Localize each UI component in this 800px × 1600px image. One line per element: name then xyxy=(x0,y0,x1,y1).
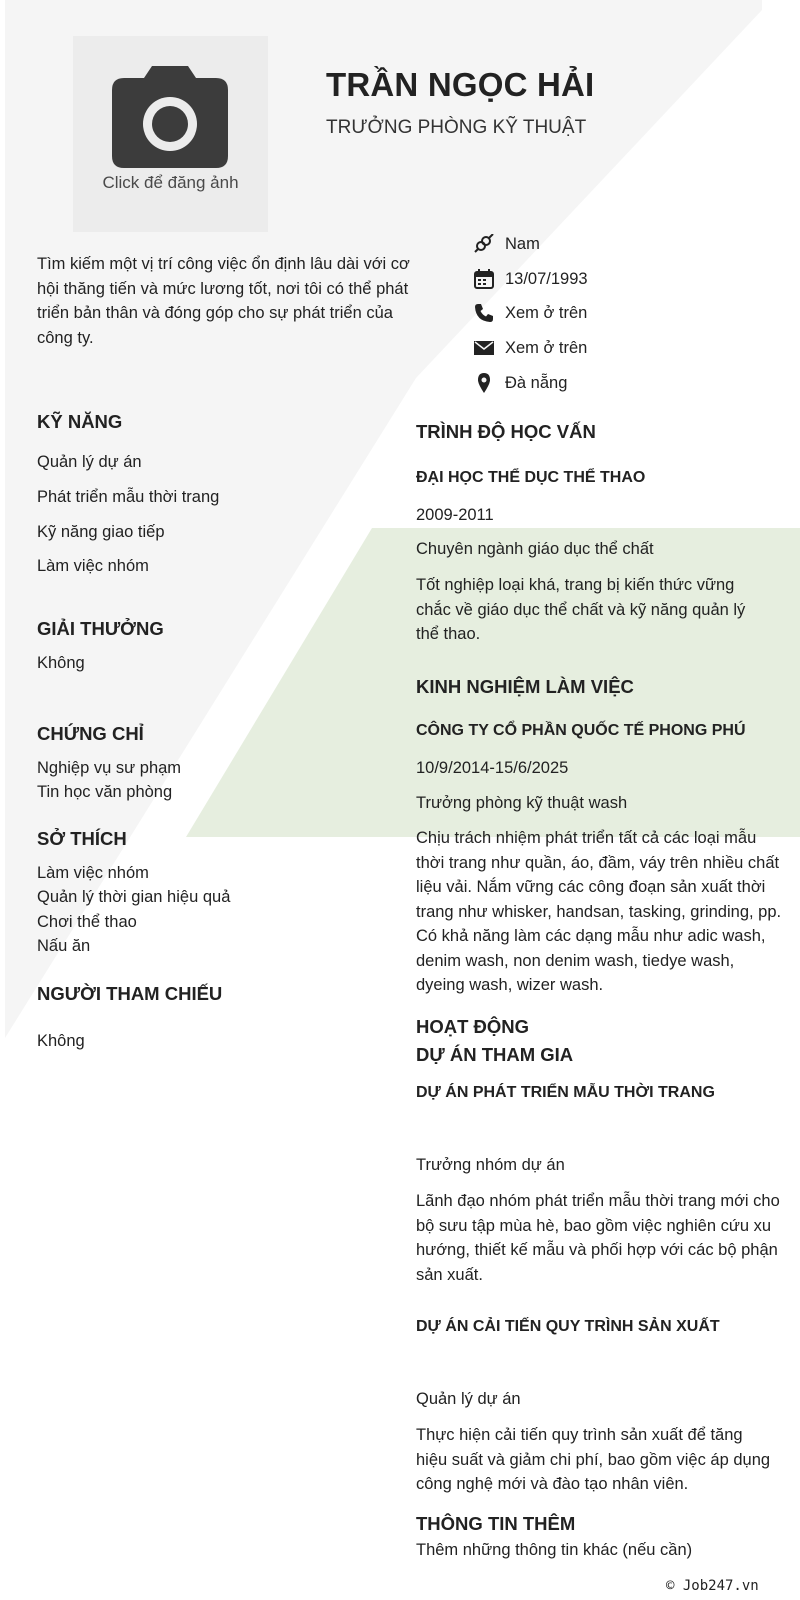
project-description: Lãnh đạo nhóm phát triển mẫu thời trang mới cho bộ sưu tập mùa hè, bao gồm việc nghiên cứu xu hướng, thiết kế mẫu và phối hợp với các bộ phận sản xuất. xyxy=(416,1192,780,1284)
references-text: Không xyxy=(37,1032,85,1050)
skill-item: Quản lý dự án xyxy=(37,453,142,471)
certificates-heading: CHỨNG CHỈ xyxy=(37,723,144,744)
education-period: 2009-2011 xyxy=(416,506,494,524)
phone-value: Xem ở trên xyxy=(505,303,588,322)
certificate-item: Tin học văn phòng xyxy=(37,783,173,801)
skills-heading: KỸ NĂNG xyxy=(37,411,123,432)
watermark: © Job247.vn xyxy=(666,1578,759,1594)
gender-icon xyxy=(474,234,494,254)
additional-info-text: Thêm những thông tin khác (nếu cần) xyxy=(416,1541,693,1559)
experience-heading: KINH NGHIỆM LÀM VIỆC xyxy=(416,676,634,697)
projects-heading: DỰ ÁN THAM GIA xyxy=(416,1044,574,1065)
hobby-item: Làm việc nhóm xyxy=(37,864,149,882)
email-row xyxy=(474,336,587,360)
project-role: Quản lý dự án xyxy=(416,1390,521,1408)
awards-text: Không xyxy=(37,654,85,672)
experience-description: Chịu trách nhiệm phát triển tất cả các loại mẫu thời trang như quần, áo, đầm, váy trên nhiều chất liệu vải. Nắm vững các công đoạn sản xuất thời trang như whisker, handsan, tasking, grinding, pp. Có khả năng làm các dạng mẫu như adic wash, denim wash, non denim wash, tiedye wash, dyeing wash, wizer wash. xyxy=(416,829,782,994)
experience-period: 10/9/2014-15/6/2025 xyxy=(416,759,569,777)
experience-company: CÔNG TY CỔ PHẦN QUỐC TẾ PHONG PHÚ xyxy=(416,722,746,739)
education-heading: TRÌNH ĐỘ HỌC VẤN xyxy=(416,421,596,442)
job-title: TRƯỞNG PHÒNG KỸ THUẬT xyxy=(326,117,587,138)
awards-heading: GIẢI THƯỞNG xyxy=(37,618,164,639)
phone-row xyxy=(474,301,587,325)
location-pin-icon xyxy=(474,373,494,393)
photo-upload[interactable] xyxy=(73,36,268,232)
email-value: Xem ở trên xyxy=(505,338,588,357)
career-objective: Tìm kiếm một vị trí công việc ổn định lâu dài với cơ hội thăng tiến và mức lương tốt, nơi tôi có thể phát triển bản thân và đóng góp cho sự phát triển của công ty. xyxy=(37,255,410,347)
certificate-item: Nghiệp vụ sư phạm xyxy=(37,759,182,777)
experience-position: Trưởng phòng kỹ thuật wash xyxy=(416,794,628,812)
project-name: DỰ ÁN PHÁT TRIỂN MẪU THỜI TRANG xyxy=(416,1084,715,1101)
skill-item: Phát triển mẫu thời trang xyxy=(37,488,220,506)
project-description: Thực hiện cải tiến quy trình sản xuất để tăng hiệu suất và giảm chi phí, bao gồm việc áp dụng công nghệ mới và đào tạo nhân viên. xyxy=(416,1426,771,1493)
references-heading: NGƯỜI THAM CHIẾU xyxy=(37,983,223,1004)
additional-info-heading: THÔNG TIN THÊM xyxy=(416,1513,576,1534)
skill-item: Làm việc nhóm xyxy=(37,557,149,575)
hobby-item: Quản lý thời gian hiệu quả xyxy=(37,888,231,906)
birthday-value: 13/07/1993 xyxy=(505,269,588,288)
project-name: DỰ ÁN CẢI TIẾN QUY TRÌNH SẢN XUẤT xyxy=(416,1318,720,1335)
address-row xyxy=(474,371,567,395)
education-major: Chuyên ngành giáo dục thể chất xyxy=(416,540,654,558)
address-value: Đà nẵng xyxy=(505,373,568,392)
hobby-item: Nấu ăn xyxy=(37,937,91,955)
photo-caption: Click để đăng ảnh xyxy=(102,173,239,192)
calendar-icon xyxy=(474,269,494,289)
activities-heading: HOẠT ĐỘNG xyxy=(416,1016,530,1037)
hobby-item: Chơi thể thao xyxy=(37,913,137,931)
email-icon xyxy=(474,338,494,358)
camera-icon xyxy=(112,64,228,168)
birthday-row xyxy=(474,267,588,291)
gender-row xyxy=(474,232,540,256)
phone-icon xyxy=(474,303,494,323)
gender-value: Nam xyxy=(505,234,540,253)
hobbies-heading: SỞ THÍCH xyxy=(37,828,127,849)
education-description: Tốt nghiệp loại khá, trang bị kiến thức vững chắc về giáo dục thể chất và kỹ năng quản lý thể thao. xyxy=(416,576,746,643)
skill-item: Kỹ năng giao tiếp xyxy=(37,523,165,541)
candidate-name: TRẦN NGỌC HẢI xyxy=(326,66,595,103)
education-school: ĐẠI HỌC THỂ DỤC THỂ THAO xyxy=(416,469,646,486)
project-role: Trưởng nhóm dự án xyxy=(416,1156,565,1174)
